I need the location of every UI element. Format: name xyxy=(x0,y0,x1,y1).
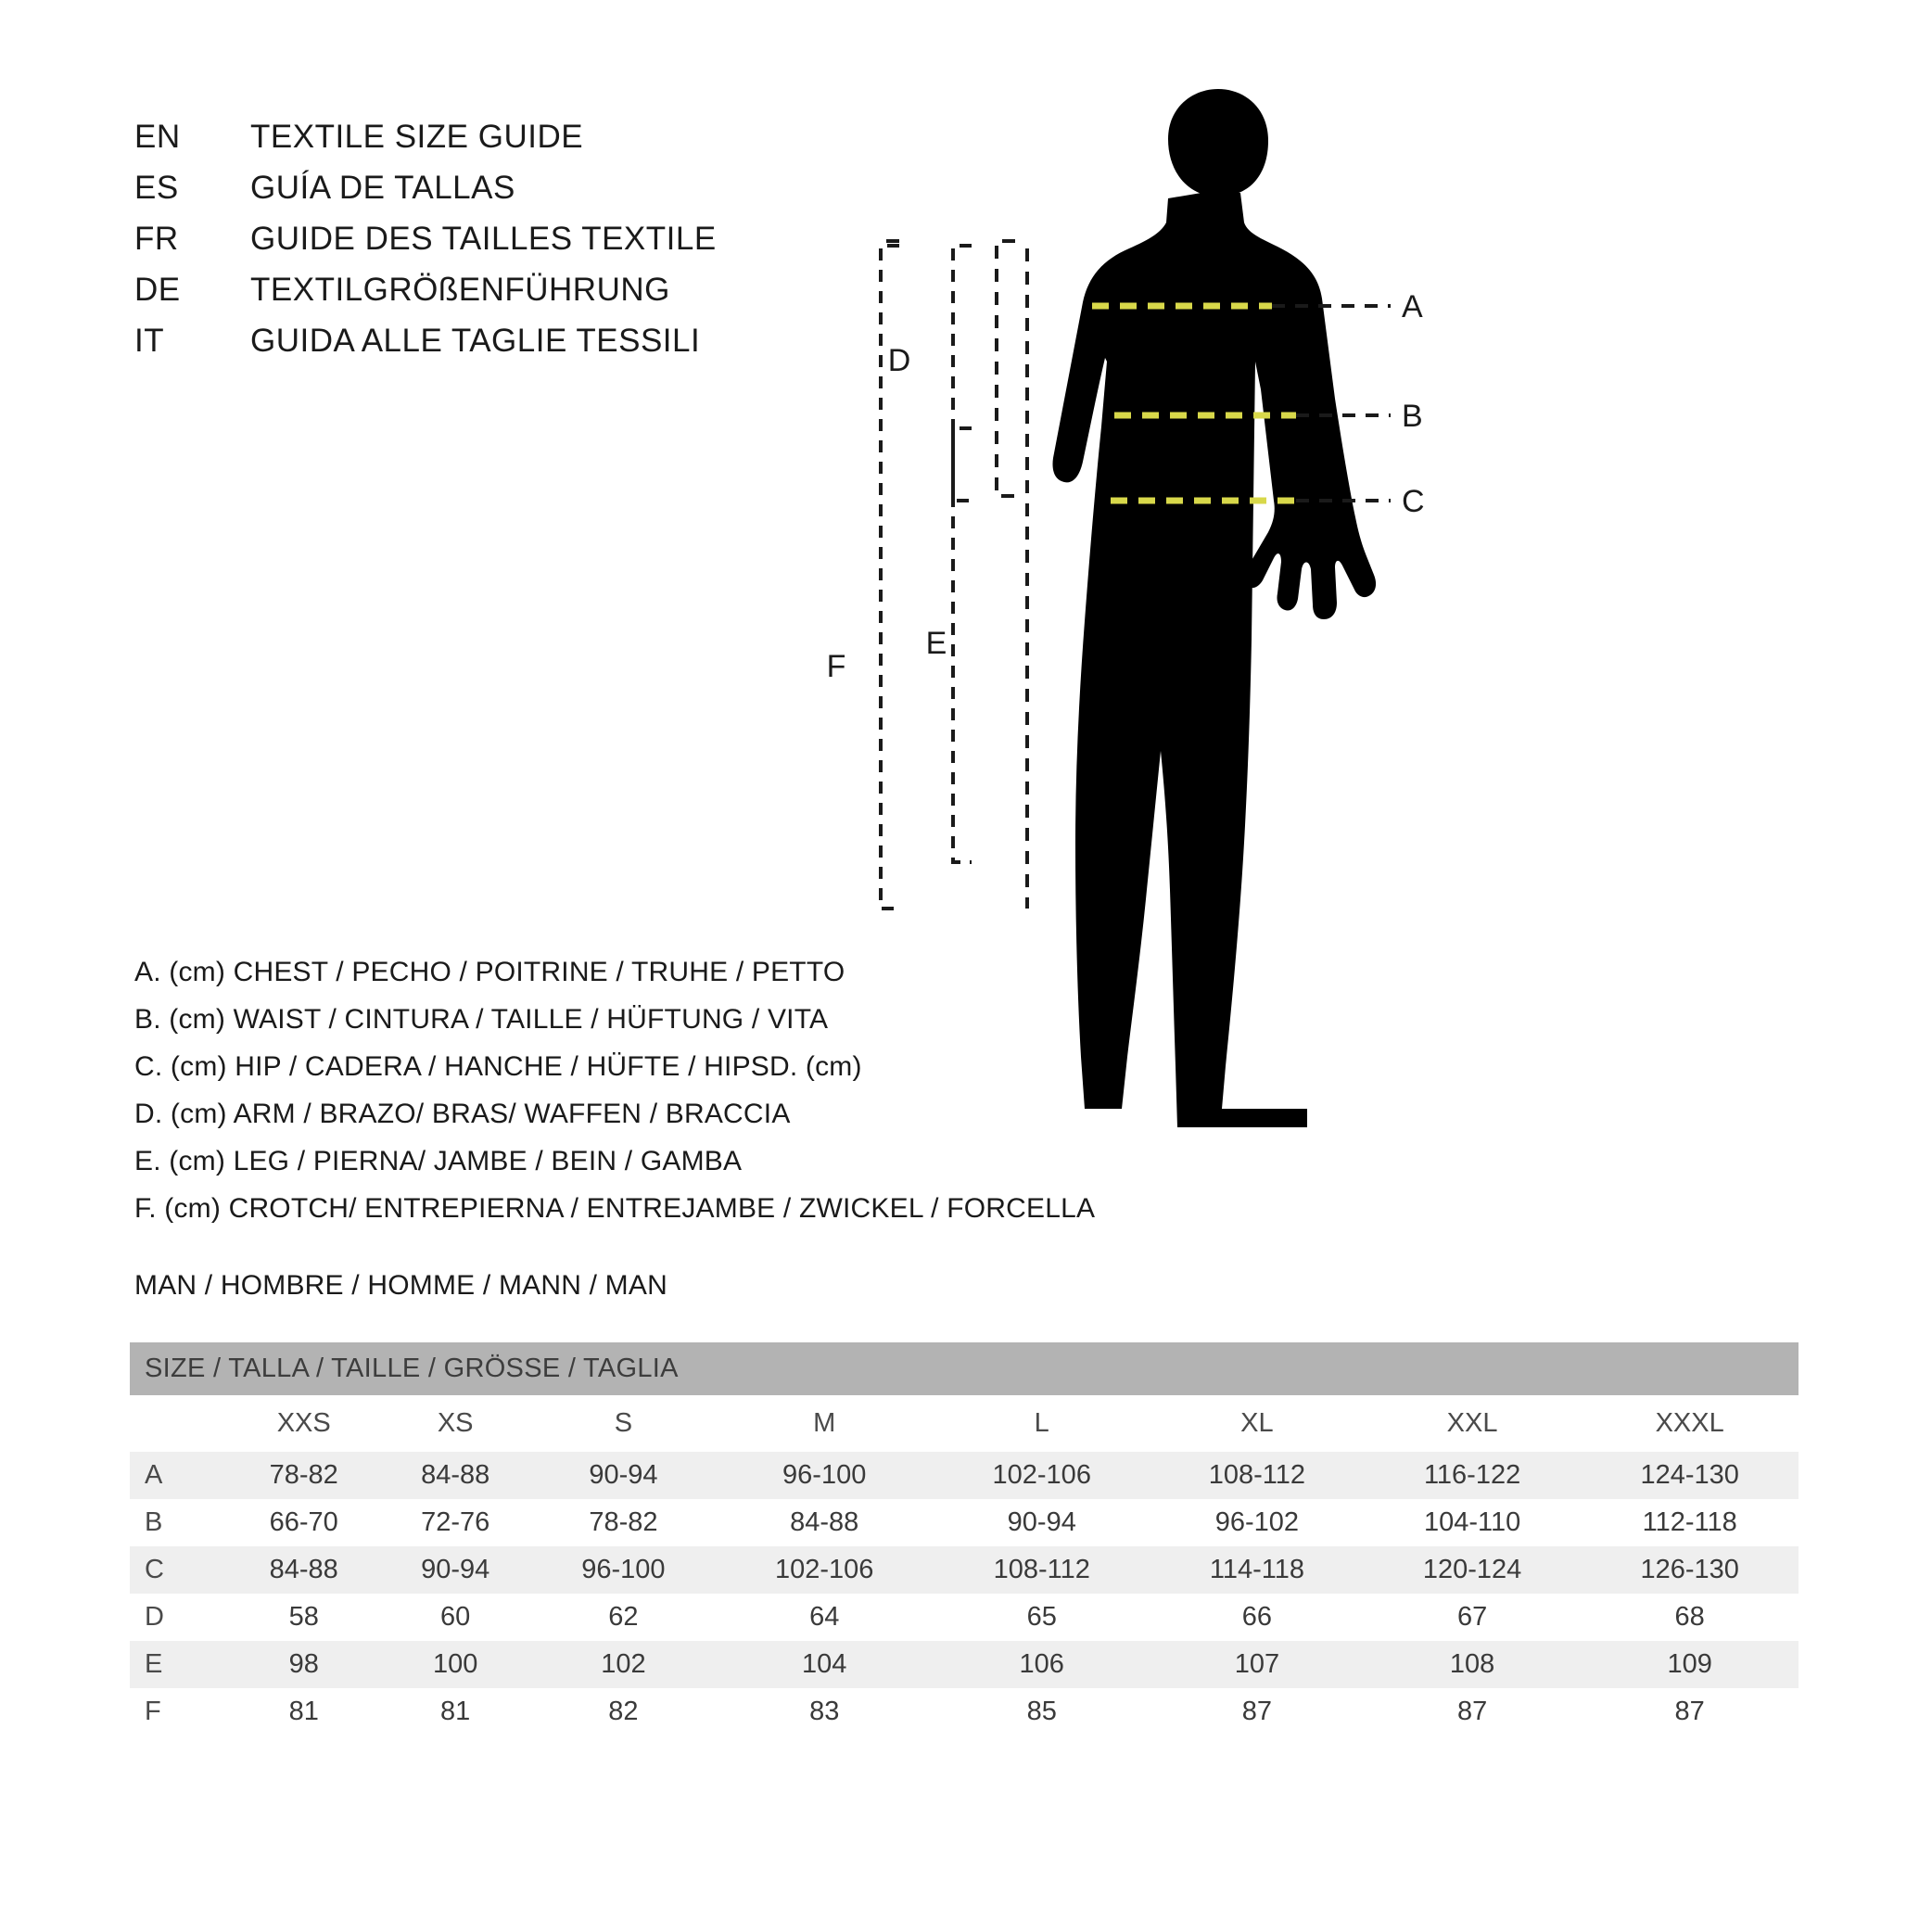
cell-f-s: 82 xyxy=(531,1688,716,1735)
cell-f-l: 85 xyxy=(933,1688,1150,1735)
table-row xyxy=(130,1452,1799,1499)
cell-a-xxs: 78-82 xyxy=(228,1452,379,1499)
table-header-bar xyxy=(130,1342,1799,1395)
legend-item-b: B. (cm) WAIST / CINTURA / TAILLE / HÜFTUNG / VITA xyxy=(134,1004,829,1035)
title-lang-de: DE xyxy=(134,272,181,308)
row-label-f: F xyxy=(130,1688,228,1735)
size-col-xs: XS xyxy=(379,1395,530,1452)
legend-item-a: A. (cm) CHEST / PECHO / POITRINE / TRUHE / PETTO xyxy=(134,957,845,987)
cell-e-xl: 107 xyxy=(1150,1641,1364,1688)
title-lang-fr: FR xyxy=(134,221,179,257)
size-col-s: S xyxy=(531,1395,716,1452)
cell-e-xxl: 108 xyxy=(1364,1641,1582,1688)
title-text-es: GUÍA DE TALLAS xyxy=(250,170,515,206)
cell-f-m: 83 xyxy=(716,1688,934,1735)
row-label-e: E xyxy=(130,1641,228,1688)
male-silhouette-icon xyxy=(1053,89,1377,1127)
cell-e-xxxl: 109 xyxy=(1581,1641,1799,1688)
cell-d-xxl: 67 xyxy=(1364,1594,1582,1641)
table-row xyxy=(130,1594,1799,1641)
bracket-d-path xyxy=(953,246,972,501)
table-row xyxy=(130,1641,1799,1688)
title-text-fr: GUIDE DES TAILLES TEXTILE xyxy=(250,221,717,257)
cell-d-xl: 66 xyxy=(1150,1594,1364,1641)
cell-c-l: 108-112 xyxy=(933,1546,1150,1594)
title-text-de: TEXTILGRÖßENFÜHRUNG xyxy=(250,272,670,308)
label-a: A xyxy=(1402,289,1423,324)
cell-d-xxxl: 68 xyxy=(1581,1594,1799,1641)
cell-a-xxl: 116-122 xyxy=(1364,1452,1582,1499)
cell-b-xs: 72-76 xyxy=(379,1499,530,1546)
cell-e-l: 106 xyxy=(933,1641,1150,1688)
cell-d-xs: 60 xyxy=(379,1594,530,1641)
table-row xyxy=(130,1499,1799,1546)
cell-f-xxxl: 87 xyxy=(1581,1688,1799,1735)
cell-b-s: 78-82 xyxy=(531,1499,716,1546)
title-lang-en: EN xyxy=(134,119,181,155)
size-col-xxxl: XXXL xyxy=(1581,1395,1799,1452)
title-text-en: TEXTILE SIZE GUIDE xyxy=(250,119,584,155)
gender-note: MAN / HOMBRE / HOMME / MANN / MAN xyxy=(134,1270,667,1301)
cell-e-m: 104 xyxy=(716,1641,934,1688)
cell-e-xxs: 98 xyxy=(228,1641,379,1688)
cell-b-xxxl: 112-118 xyxy=(1581,1499,1799,1546)
label-d: D xyxy=(887,343,911,378)
title-block xyxy=(134,119,717,374)
cell-d-xxs: 58 xyxy=(228,1594,379,1641)
cell-f-xs: 81 xyxy=(379,1688,530,1735)
cell-c-xxl: 120-124 xyxy=(1364,1546,1582,1594)
cell-b-xl: 96-102 xyxy=(1150,1499,1364,1546)
title-row-en xyxy=(134,119,717,170)
label-f: F xyxy=(826,649,846,684)
cell-d-m: 64 xyxy=(716,1594,934,1641)
cell-b-xxl: 104-110 xyxy=(1364,1499,1582,1546)
row-label-b: B xyxy=(130,1499,228,1546)
title-row-de xyxy=(134,272,717,323)
table-row xyxy=(130,1546,1799,1594)
cell-a-l: 102-106 xyxy=(933,1452,1150,1499)
row-label-a: A xyxy=(130,1452,228,1499)
label-c: C xyxy=(1402,484,1425,519)
table-row xyxy=(130,1688,1799,1735)
title-row-fr xyxy=(134,221,717,272)
cell-c-m: 102-106 xyxy=(716,1546,934,1594)
vertical-dimension-brackets xyxy=(826,222,1075,1205)
cell-e-xs: 100 xyxy=(379,1641,530,1688)
cell-f-xxl: 87 xyxy=(1364,1688,1582,1735)
cell-e-s: 102 xyxy=(531,1641,716,1688)
size-col-xxl: XXL xyxy=(1364,1395,1582,1452)
size-col-l: L xyxy=(933,1395,1150,1452)
legend-item-f: F. (cm) CROTCH/ ENTREPIERNA / ENTREJAMBE / ZWICKEL / FORCELLA xyxy=(134,1193,1096,1224)
cell-f-xl: 87 xyxy=(1150,1688,1364,1735)
title-row-it xyxy=(134,323,717,374)
legend-item-c: C. (cm) HIP / CADERA / HANCHE / HÜFTE / HIPSD. (cm) xyxy=(134,1051,862,1082)
cell-c-xs: 90-94 xyxy=(379,1546,530,1594)
cell-a-xs: 84-88 xyxy=(379,1452,530,1499)
cell-a-m: 96-100 xyxy=(716,1452,934,1499)
cell-a-s: 90-94 xyxy=(531,1452,716,1499)
cell-b-m: 84-88 xyxy=(716,1499,934,1546)
size-col-xl: XL xyxy=(1150,1395,1364,1452)
size-col-xxs: XXS xyxy=(228,1395,379,1452)
cell-c-s: 96-100 xyxy=(531,1546,716,1594)
size-chart-table xyxy=(130,1342,1799,1735)
size-col-m: M xyxy=(716,1395,934,1452)
bracket-e-path xyxy=(953,428,972,862)
row-label-d: D xyxy=(130,1594,228,1641)
legend-item-e: E. (cm) LEG / PIERNA/ JAMBE / BEIN / GAMBA xyxy=(134,1146,743,1176)
cell-c-xxxl: 126-130 xyxy=(1581,1546,1799,1594)
legend-item-d: D. (cm) ARM / BRAZO/ BRAS/ WAFFEN / BRACCIA xyxy=(134,1099,791,1129)
table-header-label: SIZE / TALLA / TAILLE / GRÖSSE / TAGLIA xyxy=(130,1342,1799,1395)
cell-f-xxs: 81 xyxy=(228,1688,379,1735)
cell-a-xxxl: 124-130 xyxy=(1581,1452,1799,1499)
title-lang-es: ES xyxy=(134,170,179,206)
label-e: E xyxy=(925,626,947,661)
cell-c-xxs: 84-88 xyxy=(228,1546,379,1594)
label-b: B xyxy=(1402,399,1423,434)
cell-b-xxs: 66-70 xyxy=(228,1499,379,1546)
cell-c-xl: 114-118 xyxy=(1150,1546,1364,1594)
title-text-it: GUIDA ALLE TAGLIE TESSILI xyxy=(250,323,701,359)
body-measurement-diagram xyxy=(1029,83,1817,1205)
cell-a-xl: 108-112 xyxy=(1150,1452,1364,1499)
cell-b-l: 90-94 xyxy=(933,1499,1150,1546)
size-row-corner xyxy=(130,1395,228,1452)
title-lang-it: IT xyxy=(134,323,165,359)
row-label-c: C xyxy=(130,1546,228,1594)
cell-d-l: 65 xyxy=(933,1594,1150,1641)
cell-d-s: 62 xyxy=(531,1594,716,1641)
table-size-row xyxy=(130,1395,1799,1452)
title-row-es xyxy=(134,170,717,221)
